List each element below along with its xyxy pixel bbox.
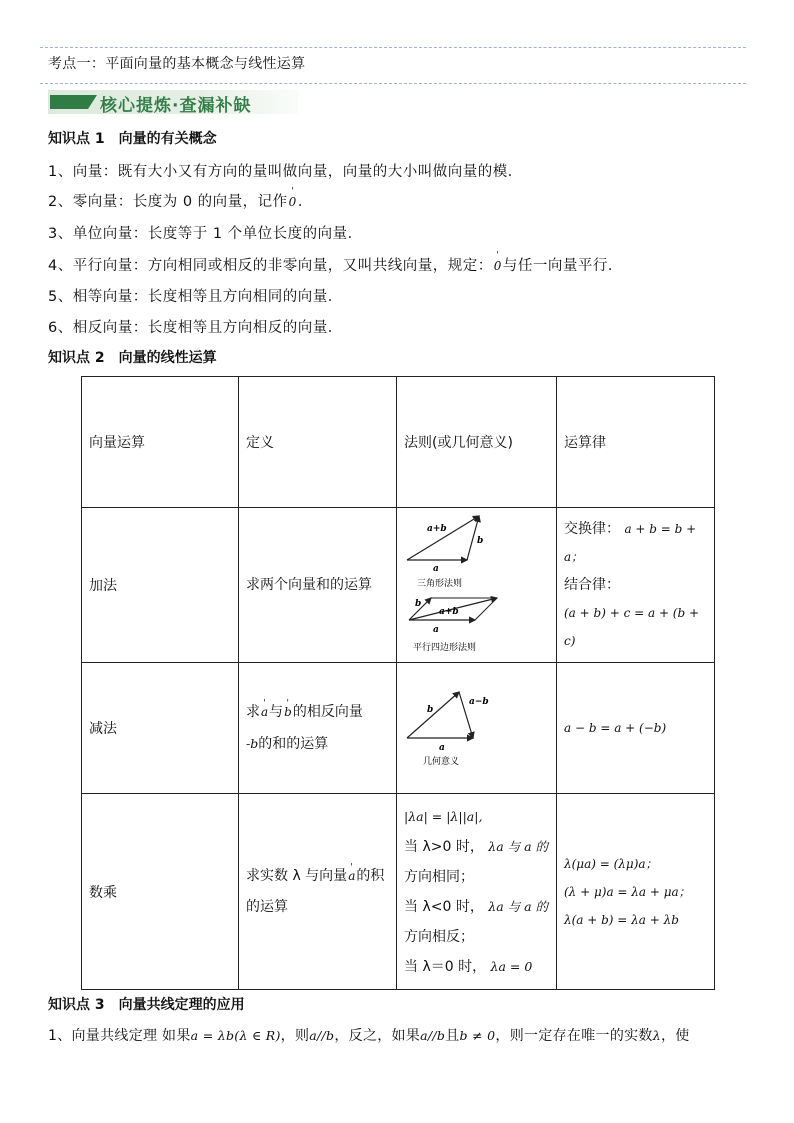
tri-label-a: a xyxy=(433,564,439,574)
sub-def-vec-a: ' a xyxy=(260,697,269,728)
scalar-rules xyxy=(397,794,557,990)
sub-def-1: 求 xyxy=(246,703,260,720)
top-dashed-rule xyxy=(40,47,746,48)
kp3-formula-2: a//b xyxy=(309,1028,335,1043)
parallelogram-rule-caption: 平行四边形法则 xyxy=(413,643,477,653)
kp3-text-b: ，则 xyxy=(280,1028,310,1044)
geometric-meaning-caption: 几何意义 xyxy=(423,757,460,767)
table-row-addition xyxy=(82,508,715,663)
table-row-subtraction xyxy=(82,663,715,794)
sub-label-diff: a−b xyxy=(469,697,489,707)
scalar-name: 数乘 xyxy=(82,794,239,990)
table-row-scalar xyxy=(82,794,715,990)
sub-label-b: b xyxy=(427,705,434,715)
scalar-abs-rule: |λa| = |λ||a|, xyxy=(404,808,483,824)
sub-def-2: 与 xyxy=(269,703,284,720)
subtraction-law: a − b = a + (−b) xyxy=(564,721,667,735)
section-banner xyxy=(48,90,298,114)
scalar-rule-zero: 当 λ＝0 时， xyxy=(404,958,487,975)
scalar-def-vec-a: ' a xyxy=(347,861,356,892)
kp3-text-f: ，使 xyxy=(660,1028,690,1044)
kp1-item-1: 1、向量：既有大小又有方向的量叫做向量，向量的大小叫做向量的模． xyxy=(48,164,523,180)
kp1-item-2 xyxy=(48,190,313,211)
commutative-formula: a + b = b + a； xyxy=(564,522,697,564)
tri-label-sum: a+b xyxy=(427,524,447,534)
header-dashed-rule xyxy=(40,83,746,84)
kp3-formula-3: a//b xyxy=(420,1028,446,1043)
commutative-label: 交换律： xyxy=(564,521,620,537)
kp3-text-e: ，则一定存在唯一的实数 xyxy=(495,1028,653,1044)
associative-formula: (a + b) + c = a + (b + c) xyxy=(564,606,700,648)
sub-def-vec-b: ' b xyxy=(283,697,293,728)
banner-title: 核心提炼·查漏补缺 xyxy=(100,96,252,116)
kp3-text-d: 且 xyxy=(445,1028,460,1044)
sub-def-3: 的相反向量 xyxy=(292,703,363,720)
kp1-item-2-text: 2、零向量：长度为 0 的向量，记作 xyxy=(48,194,288,210)
kp3-item-1 xyxy=(48,1025,690,1045)
para-label-sum: a+b xyxy=(439,607,459,617)
subtraction-diagram xyxy=(397,676,555,776)
scalar-rule-negative: 当 λ<0 时， xyxy=(404,898,484,915)
kp2-label: 知识点 2 xyxy=(48,350,105,366)
kp3-label: 知识点 3 xyxy=(48,997,105,1013)
addition-laws xyxy=(557,508,715,663)
kp1-item-5: 5、相等向量：长度相等且方向相同的向量． xyxy=(48,289,343,305)
sub-def-4: 的和的运算 xyxy=(258,735,329,752)
addition-definition: 求两个向量和的运算 xyxy=(239,508,397,663)
banner-bar-icon xyxy=(50,95,88,109)
kp3-title: 向量共线定理的应用 xyxy=(118,997,245,1013)
kp3-formula-5: λ xyxy=(652,1028,661,1043)
kp1-item-3: 3、单位向量：长度等于 1 个单位长度的向量． xyxy=(48,226,363,242)
addition-diagram xyxy=(397,508,555,658)
kp3-text-a: 1、向量共线定理 如果 xyxy=(48,1028,191,1044)
knowledge-point-2-heading xyxy=(48,347,217,367)
scalar-law-3: λ(a + b) = λa + λb xyxy=(564,912,679,927)
addition-name: 加法 xyxy=(82,508,239,663)
table-header-row xyxy=(82,377,715,508)
kp3-formula-4: b ≠ 0 xyxy=(459,1028,496,1043)
kp1-item-4 xyxy=(48,254,623,275)
scalar-rule-zero-vec: λa = 0 xyxy=(490,958,533,974)
tri-label-b: b xyxy=(477,536,484,546)
subtraction-definition xyxy=(239,663,397,794)
kp1-item-6: 6、相反向量：长度相等且方向相反的向量． xyxy=(48,320,343,336)
scalar-rule-positive: 当 λ>0 时， xyxy=(404,838,484,855)
header-law: 运算律 xyxy=(557,377,715,508)
sub-def-neg-b: -b xyxy=(246,735,259,751)
kp3-formula-1: a = λb(λ ∈ R) xyxy=(190,1028,281,1043)
subtraction-law-cell xyxy=(557,663,715,794)
para-label-b: b xyxy=(415,599,422,609)
sub-label-a: a xyxy=(439,743,445,753)
commutative-law xyxy=(564,515,707,571)
scalar-def-2: 的积的运算 xyxy=(246,867,385,915)
scalar-rule-same: 方向相同； xyxy=(404,868,474,885)
scalar-law-1: λ(μa) = (λμ)a； xyxy=(564,856,658,871)
kp1-item-4-text: 4、平行向量：方向相同或相反的非零向量，又叫共线向量，规定： xyxy=(48,258,493,274)
kp3-text-c: ，反之，如果 xyxy=(334,1028,421,1044)
topic-header: 考点一：平面向量的基本概念与线性运算 xyxy=(48,56,306,72)
header-definition: 定义 xyxy=(239,377,397,508)
header-operation: 向量运算 xyxy=(82,377,239,508)
kp1-item-4-end: 与任一向量平行． xyxy=(502,258,623,274)
header-rule: 法则(或几何意义) xyxy=(397,377,557,508)
subtraction-figure-cell xyxy=(397,663,557,794)
subtraction-name: 减法 xyxy=(82,663,239,794)
scalar-rule-negative-vec: λa 与 a 的 xyxy=(488,898,549,914)
scalar-law-2: (λ + μ)a = λa + μa； xyxy=(564,884,691,899)
kp1-item-2-end: ． xyxy=(297,194,313,210)
addition-figure-cell xyxy=(397,508,557,663)
scalar-rule-opposite: 方向相反； xyxy=(404,928,474,945)
triangle-rule-caption: 三角形法则 xyxy=(417,579,463,589)
zero-vector-symbol-2: ' 0 xyxy=(493,259,503,273)
scalar-def-1: 求实数 λ 与向量 xyxy=(246,867,348,884)
kp1-title: 向量的有关概念 xyxy=(118,131,217,147)
zero-vector-symbol: ' 0 xyxy=(288,195,298,209)
para-label-a: a xyxy=(433,625,439,635)
kp1-label: 知识点 1 xyxy=(48,131,105,147)
sub-vector-b xyxy=(407,692,459,738)
scalar-laws xyxy=(557,794,715,990)
associative-label: 结合律： xyxy=(564,577,620,593)
knowledge-point-3-heading xyxy=(48,994,245,1014)
scalar-rule-positive-vec: λa 与 a 的 xyxy=(488,838,549,854)
linear-operations-table xyxy=(81,376,715,990)
knowledge-point-1-heading xyxy=(48,128,217,148)
scalar-definition xyxy=(239,794,397,990)
kp2-title: 向量的线性运算 xyxy=(118,350,217,366)
